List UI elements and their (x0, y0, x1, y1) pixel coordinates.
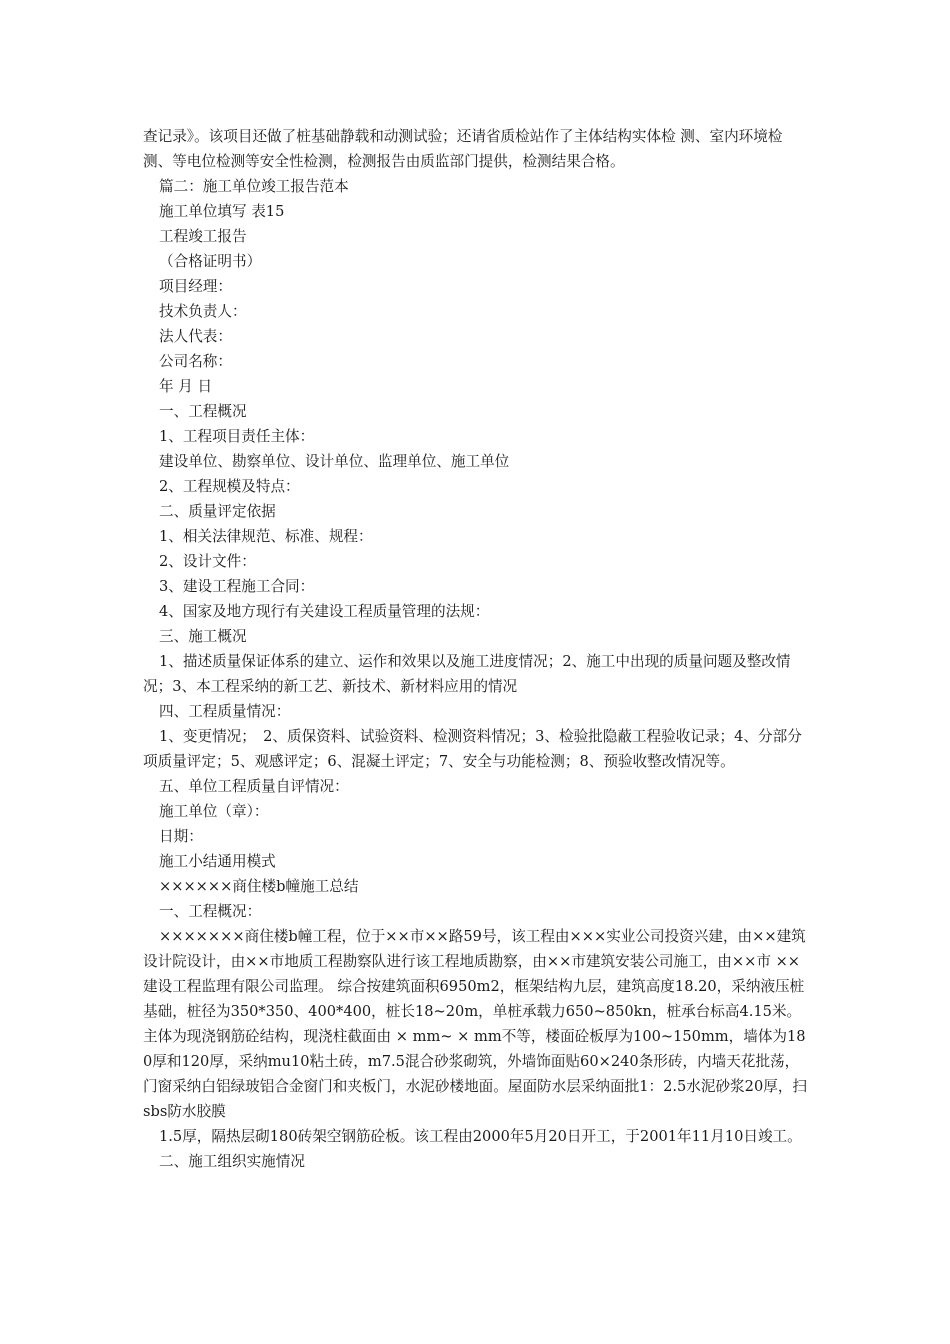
paragraph-construction-details: 1、描述质量保证体系的建立、运作和效果以及施工进度情况；2、施工中出现的质量问题及整改情况；3、本工程采纳的新工艺、新技术、新材料应用的情况 (143, 653, 791, 695)
heading-self-assessment: 五、单位工程质量自评情况： (159, 778, 349, 795)
item-responsible-parties: 1、工程项目责任主体： (159, 428, 315, 445)
heading-quality-status: 四、工程质量情况： (159, 703, 291, 720)
item-project-scale: 2、工程规模及特点： (159, 478, 300, 495)
heading-organization: 二、施工组织实施情况 (159, 1153, 305, 1170)
item-laws-standards: 1、相关法律规范、标准、规程： (159, 528, 373, 545)
report-subtitle: （合格证明书） (159, 253, 262, 270)
field-date: 年 月 日 (159, 378, 213, 395)
paragraph-quality-items: 1、变更情况； 2、质保资料、试验资料、检测资料情况；3、检验批隐蔽工程验收记录；4、分部分项质量评定；5、观感评定；6、混凝土评定；7、安全与功能检测；8、预验收整改情况等。 (143, 728, 802, 770)
heading-construction-overview: 三、施工概况 (159, 628, 247, 645)
heading-project-overview-2: 一、工程概况： (159, 903, 262, 920)
heading-building-summary: ××××××商住楼b幢施工总结 (159, 878, 359, 895)
document-body (143, 124, 810, 1174)
heading-project-overview: 一、工程概况 (159, 403, 247, 420)
item-construction-contract: 3、建设工程施工合同： (159, 578, 315, 595)
item-design-documents: 2、设计文件： (159, 553, 256, 570)
paragraph-inspection-results: 查记录》。该项目还做了桩基础静载和动测试验；还请省质检站作了主体结构实体检 测、室内环境检测、等电位检测等安全性检测，检测报告由质监部门提供，检测结果合格。 (143, 128, 783, 170)
field-contractor-seal: 施工单位（章）： (159, 803, 269, 820)
report-title: 工程竣工报告 (159, 228, 247, 245)
field-technical-lead: 技术负责人： (159, 303, 247, 320)
section-heading-part-two: 篇二：施工单位竣工报告范本 (159, 178, 349, 195)
paragraph-project-description: ×××××××商住楼b幢工程，位于××市××路59号，该工程由×××实业公司投资兴建，由××建筑设计院设计，由××市地质工程勘察队进行该工程地质勘察，由××市建筑安装公司施工，由××市 ×× 建设工程监理有限公司监理。 综合按建筑面积6950m2，框架结构九层，建筑高度18.20，采纳液压桩基础，桩径为350*350、400*400，桩长18~20m，单桩承载力650~850kn，桩承台标高4.15米。主体为现浇钢筋砼结构，现浇柱截面由 × mm~ × mm不等，楼面砼板厚为100~150mm，墙体为180厚和120厚，采纳mu10粘土砖，m7.5混合砂浆砌筑，外墙饰面贴60×240条形砖，内墙天花批荡，门窗采纳白铝绿玻铝合金窗门和夹板门，水泥砂楼地面。屋面防水层采纳面批1：2.5水泥砂浆20厚，扫sbs防水胶膜 (143, 928, 808, 1120)
text-responsible-units: 建设单位、勘察单位、设计单位、监理单位、施工单位 (159, 453, 510, 470)
field-project-manager: 项目经理： (159, 278, 232, 295)
field-legal-representative: 法人代表： (159, 328, 232, 345)
heading-summary-template: 施工小结通用模式 (159, 853, 276, 870)
field-assessment-date: 日期： (159, 828, 203, 845)
heading-quality-basis: 二、质量评定依据 (159, 503, 276, 520)
item-regulations: 4、国家及地方现行有关建设工程质量管理的法规： (159, 603, 490, 620)
form-label-table-15: 施工单位填写 表15 (159, 203, 285, 220)
field-company-name: 公司名称： (159, 353, 232, 370)
paragraph-completion-dates: 1.5厚，隔热层砌180砖架空钢筋砼板。该工程由2000年5月20日开工，于2001年11月10日竣工。 (159, 1128, 802, 1145)
